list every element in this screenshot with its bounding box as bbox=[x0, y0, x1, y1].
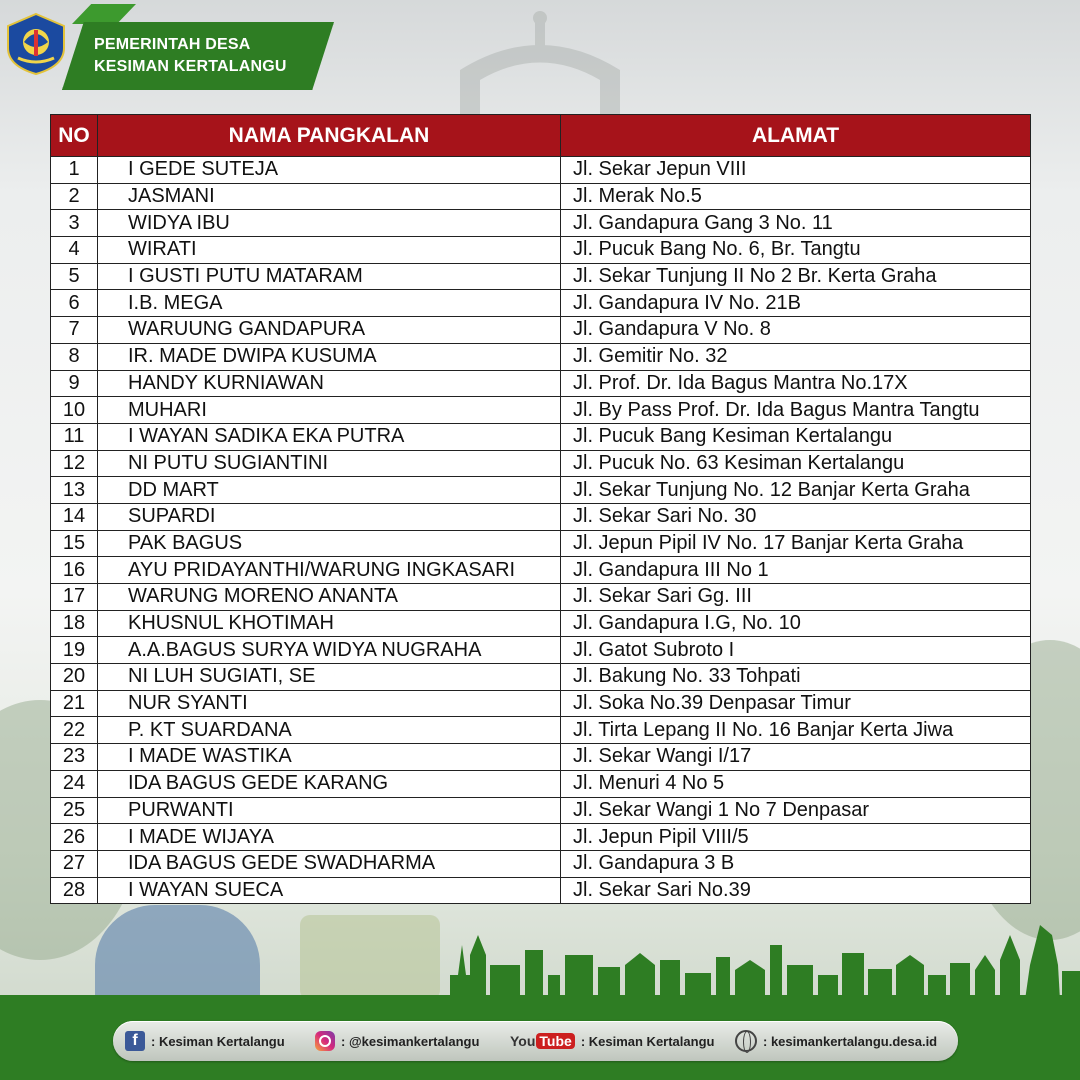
facebook-icon: f bbox=[125, 1031, 145, 1051]
cell-nama: I MADE WASTIKA bbox=[98, 744, 561, 771]
cell-no: 1 bbox=[51, 157, 98, 184]
cell-nama: NI PUTU SUGIANTINI bbox=[98, 450, 561, 477]
table-row bbox=[51, 263, 1031, 290]
table-row bbox=[51, 584, 1031, 611]
table-row bbox=[51, 157, 1031, 184]
cell-alamat: Jl. Gandapura IV No. 21B bbox=[561, 290, 1031, 317]
cell-nama: I GUSTI PUTU MATARAM bbox=[98, 263, 561, 290]
header-title bbox=[94, 34, 287, 78]
cell-nama: IDA BAGUS GEDE KARANG bbox=[98, 770, 561, 797]
table-row bbox=[51, 477, 1031, 504]
cell-no: 5 bbox=[51, 263, 98, 290]
cell-no: 16 bbox=[51, 557, 98, 584]
cell-no: 28 bbox=[51, 877, 98, 904]
cell-alamat: Jl. Sekar Sari No. 30 bbox=[561, 503, 1031, 530]
website-label: : kesimankertalangu.desa.id bbox=[763, 1033, 938, 1049]
table-row bbox=[51, 877, 1031, 904]
cell-nama: HANDY KURNIAWAN bbox=[98, 370, 561, 397]
cell-alamat: Jl. Menuri 4 No 5 bbox=[561, 770, 1031, 797]
table-row bbox=[51, 237, 1031, 264]
cell-nama: IR. MADE DWIPA KUSUMA bbox=[98, 343, 561, 370]
header-title-line1: PEMERINTAH DESA bbox=[94, 36, 251, 53]
cell-nama: DD MART bbox=[98, 477, 561, 504]
cell-alamat: Jl. Sekar Wangi 1 No 7 Denpasar bbox=[561, 797, 1031, 824]
cell-no: 27 bbox=[51, 850, 98, 877]
cell-alamat: Jl. Jepun Pipil IV No. 17 Banjar Kerta Graha bbox=[561, 530, 1031, 557]
cell-nama: I.B. MEGA bbox=[98, 290, 561, 317]
cell-nama: PURWANTI bbox=[98, 797, 561, 824]
cell-no: 23 bbox=[51, 744, 98, 771]
instagram-label: : @kesimankertalangu bbox=[341, 1033, 480, 1049]
cell-nama: I WAYAN SUECA bbox=[98, 877, 561, 904]
cell-no: 3 bbox=[51, 210, 98, 237]
cell-no: 22 bbox=[51, 717, 98, 744]
temple-gate-silhouette bbox=[440, 0, 640, 130]
youtube-brand-tube: Tube bbox=[536, 1033, 574, 1049]
cell-no: 15 bbox=[51, 530, 98, 557]
cell-nama: MUHARI bbox=[98, 397, 561, 424]
cell-alamat: Jl. Merak No.5 bbox=[561, 183, 1031, 210]
cell-alamat: Jl. Gemitir No. 32 bbox=[561, 343, 1031, 370]
cell-no: 13 bbox=[51, 477, 98, 504]
instagram-icon bbox=[315, 1031, 335, 1051]
emblem-logo-icon bbox=[4, 12, 68, 76]
cell-no: 17 bbox=[51, 584, 98, 611]
cell-alamat: Jl. Gatot Subroto I bbox=[561, 637, 1031, 664]
cell-nama: KHUSNUL KHOTIMAH bbox=[98, 610, 561, 637]
cell-alamat: Jl. Sekar Sari Gg. III bbox=[561, 584, 1031, 611]
cell-alamat: Jl. Gandapura I.G, No. 10 bbox=[561, 610, 1031, 637]
cell-alamat: Jl. Tirta Lepang II No. 16 Banjar Kerta Jiwa bbox=[561, 717, 1031, 744]
header bbox=[0, 0, 340, 100]
cell-nama: WARUUNG GANDAPURA bbox=[98, 317, 561, 344]
cell-alamat: Jl. Sekar Wangi I/17 bbox=[561, 744, 1031, 771]
social-media-bar bbox=[113, 1021, 958, 1061]
cell-alamat: Jl. Sekar Jepun VIII bbox=[561, 157, 1031, 184]
cell-no: 11 bbox=[51, 423, 98, 450]
cell-alamat: Jl. By Pass Prof. Dr. Ida Bagus Mantra Tangtu bbox=[561, 397, 1031, 424]
cell-no: 14 bbox=[51, 503, 98, 530]
table-body bbox=[51, 157, 1031, 904]
table-row bbox=[51, 370, 1031, 397]
table-row bbox=[51, 824, 1031, 851]
facebook-link[interactable] bbox=[125, 1021, 285, 1061]
cell-alamat: Jl. Sekar Sari No.39 bbox=[561, 877, 1031, 904]
cell-nama: A.A.BAGUS SURYA WIDYA NUGRAHA bbox=[98, 637, 561, 664]
cell-nama: IDA BAGUS GEDE SWADHARMA bbox=[98, 850, 561, 877]
column-header-no: NO bbox=[51, 115, 98, 157]
cell-nama: I WAYAN SADIKA EKA PUTRA bbox=[98, 423, 561, 450]
cell-no: 21 bbox=[51, 690, 98, 717]
cell-nama: SUPARDI bbox=[98, 503, 561, 530]
cell-alamat: Jl. Prof. Dr. Ida Bagus Mantra No.17X bbox=[561, 370, 1031, 397]
cell-alamat: Jl. Soka No.39 Denpasar Timur bbox=[561, 690, 1031, 717]
table-row bbox=[51, 423, 1031, 450]
cell-no: 24 bbox=[51, 770, 98, 797]
cell-no: 10 bbox=[51, 397, 98, 424]
youtube-link[interactable] bbox=[510, 1021, 714, 1061]
cell-nama: WIDYA IBU bbox=[98, 210, 561, 237]
cell-no: 12 bbox=[51, 450, 98, 477]
cell-no: 20 bbox=[51, 664, 98, 691]
cell-alamat: Jl. Bakung No. 33 Tohpati bbox=[561, 664, 1031, 691]
facebook-label: : Kesiman Kertalangu bbox=[151, 1033, 285, 1049]
table-row bbox=[51, 450, 1031, 477]
youtube-brand-you: You bbox=[510, 1033, 536, 1049]
table-row bbox=[51, 290, 1031, 317]
table-row bbox=[51, 797, 1031, 824]
cell-alamat: Jl. Gandapura 3 B bbox=[561, 850, 1031, 877]
table-row bbox=[51, 183, 1031, 210]
cell-no: 9 bbox=[51, 370, 98, 397]
cell-no: 4 bbox=[51, 237, 98, 264]
cell-alamat: Jl. Pucuk No. 63 Kesiman Kertalangu bbox=[561, 450, 1031, 477]
youtube-icon bbox=[510, 1033, 575, 1049]
table-row bbox=[51, 637, 1031, 664]
instagram-link[interactable] bbox=[315, 1021, 479, 1061]
table-row bbox=[51, 503, 1031, 530]
table-row bbox=[51, 317, 1031, 344]
column-header-nama: NAMA PANGKALAN bbox=[98, 115, 561, 157]
cell-nama: P. KT SUARDANA bbox=[98, 717, 561, 744]
youtube-label: : Kesiman Kertalangu bbox=[580, 1033, 715, 1049]
cell-alamat: Jl. Gandapura V No. 8 bbox=[561, 317, 1031, 344]
table-row bbox=[51, 717, 1031, 744]
cell-nama: PAK BAGUS bbox=[98, 530, 561, 557]
cell-nama: I GEDE SUTEJA bbox=[98, 157, 561, 184]
table-row bbox=[51, 343, 1031, 370]
cell-no: 18 bbox=[51, 610, 98, 637]
cell-nama: AYU PRIDAYANTHI/WARUNG INGKASARI bbox=[98, 557, 561, 584]
cell-alamat: Jl. Pucuk Bang No. 6, Br. Tangtu bbox=[561, 237, 1031, 264]
cell-alamat: Jl. Jepun Pipil VIII/5 bbox=[561, 824, 1031, 851]
cell-nama: NUR SYANTI bbox=[98, 690, 561, 717]
cell-no: 19 bbox=[51, 637, 98, 664]
table-row bbox=[51, 557, 1031, 584]
table-row bbox=[51, 610, 1031, 637]
pangkalan-table bbox=[50, 114, 1031, 904]
cell-alamat: Jl. Sekar Tunjung No. 12 Banjar Kerta Graha bbox=[561, 477, 1031, 504]
column-header-alamat: ALAMAT bbox=[561, 115, 1031, 157]
cell-no: 25 bbox=[51, 797, 98, 824]
table-row bbox=[51, 397, 1031, 424]
table-row bbox=[51, 664, 1031, 691]
table-row bbox=[51, 210, 1031, 237]
table-header-row bbox=[51, 115, 1031, 157]
website-link[interactable] bbox=[735, 1021, 937, 1061]
city-skyline-silhouette bbox=[0, 905, 1080, 1000]
table-row bbox=[51, 690, 1031, 717]
cell-nama: I MADE WIJAYA bbox=[98, 824, 561, 851]
table-row bbox=[51, 530, 1031, 557]
cell-nama: JASMANI bbox=[98, 183, 561, 210]
header-title-line2: KESIMAN KERTALANGU bbox=[94, 58, 287, 75]
banner-stripe bbox=[72, 4, 136, 24]
cell-nama: WIRATI bbox=[98, 237, 561, 264]
cell-alamat: Jl. Pucuk Bang Kesiman Kertalangu bbox=[561, 423, 1031, 450]
cell-no: 2 bbox=[51, 183, 98, 210]
cell-no: 7 bbox=[51, 317, 98, 344]
cell-no: 8 bbox=[51, 343, 98, 370]
globe-icon bbox=[735, 1030, 757, 1052]
table-row bbox=[51, 850, 1031, 877]
cell-no: 6 bbox=[51, 290, 98, 317]
cell-alamat: Jl. Gandapura III No 1 bbox=[561, 557, 1031, 584]
table-row bbox=[51, 744, 1031, 771]
cell-alamat: Jl. Gandapura Gang 3 No. 11 bbox=[561, 210, 1031, 237]
cell-alamat: Jl. Sekar Tunjung II No 2 Br. Kerta Graha bbox=[561, 263, 1031, 290]
cell-nama: WARUNG MORENO ANANTA bbox=[98, 584, 561, 611]
cell-nama: NI LUH SUGIATI, SE bbox=[98, 664, 561, 691]
cell-no: 26 bbox=[51, 824, 98, 851]
table-row bbox=[51, 770, 1031, 797]
